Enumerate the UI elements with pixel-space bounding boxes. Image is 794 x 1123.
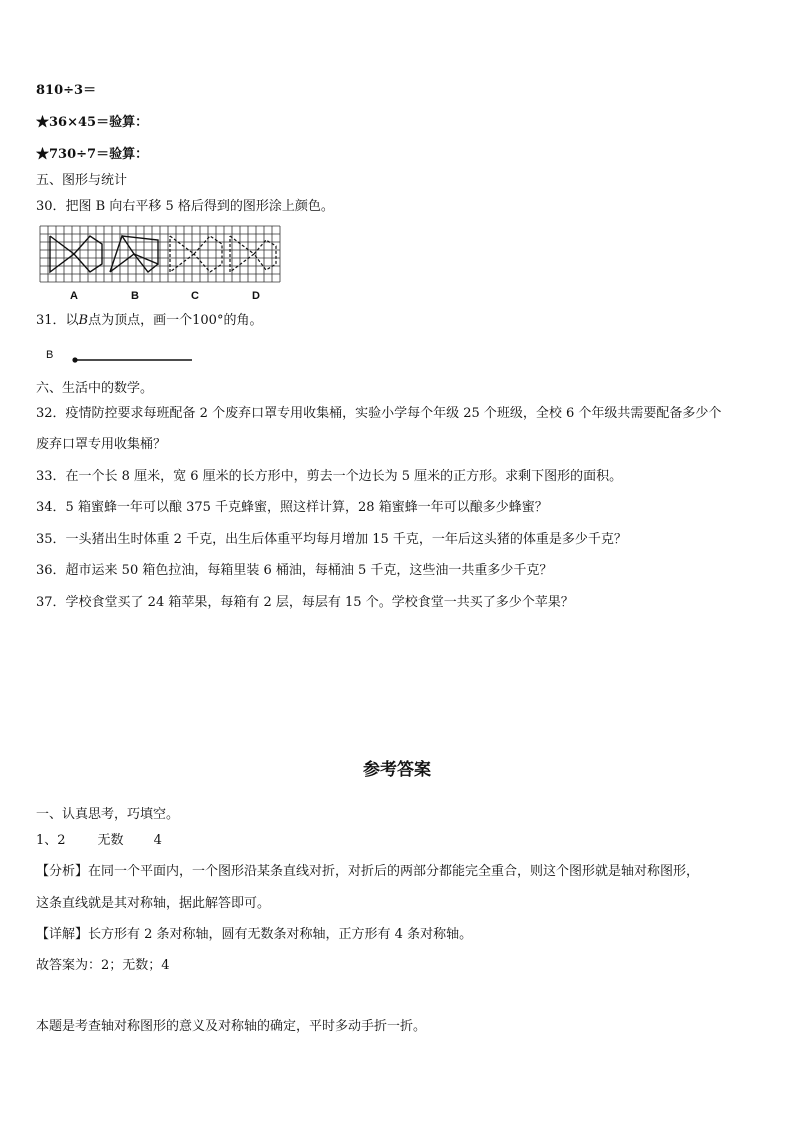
answer-analysis-line-2: 这条直线就是其对称轴，据此解答即可。 xyxy=(36,896,271,911)
answer-1-num: 1、2 xyxy=(36,833,66,848)
q31-mid: 点为顶点，画一个 xyxy=(88,313,193,328)
figure-label-d: D xyxy=(252,290,260,302)
q31-pre: 31．以 xyxy=(36,313,79,328)
shape-b xyxy=(110,236,158,272)
ray-from-b xyxy=(70,354,196,366)
question-37: 37．学校食堂买了 24 箱苹果，每箱有 2 层，每层有 15 个。学校食堂一共买了多少个苹果？ xyxy=(36,595,574,610)
question-31 xyxy=(36,312,262,330)
figure-label-a: A xyxy=(70,290,78,302)
question-33: 33．在一个长 8 厘米，宽 6 厘米的长方形中，剪去一个边长为 5 厘米的正方形。求剩下图形的面积。 xyxy=(36,469,623,484)
answer-1 xyxy=(36,832,162,850)
answer-analysis-line-1: 【分析】在同一个平面内，一个图形沿某条直线对折，对折后的两部分都能完全重合，则这个图形就是轴对称图形， xyxy=(36,864,700,879)
section-6-heading: 六、生活中的数学。 xyxy=(36,381,154,396)
answer-1-value-3: 4 xyxy=(153,833,162,848)
calc-line-1: 810÷3＝ xyxy=(36,83,97,98)
question-34: 34．5 箱蜜蜂一年可以酿 375 千克蜂蜜，照这样计算，28 箱蜜蜂一年可以酿多少蜂蜜？ xyxy=(36,500,548,515)
q31-post: 的角。 xyxy=(223,313,263,328)
shape-c xyxy=(170,236,222,272)
grid-lines xyxy=(40,226,280,282)
question-36: 36．超市运来 50 箱色拉油，每箱里装 6 桶油，每桶油 5 千克，这些油一共重多少千克？ xyxy=(36,563,553,578)
answer-detail: 【详解】长方形有 2 条对称轴，圆有无数条对称轴，正方形有 4 条对称轴。 xyxy=(36,927,473,942)
question-30: 30．把图 B 向右平移 5 格后得到的图形涂上颜色。 xyxy=(36,199,334,214)
answers-title: 参考答案 xyxy=(363,760,431,780)
figure-label-c: C xyxy=(191,290,199,302)
question-32-line-1: 32．疫情防控要求每班配备 2 个废弃口罩专用收集桶，实验小学每个年级 25 个班级，全校 6 个年级共需要配备多少个 xyxy=(36,406,722,421)
answer-final: 故答案为：2；无数；4 xyxy=(36,958,170,973)
calc-line-2: ★36×45＝验算： xyxy=(36,115,149,130)
translation-grid-figure xyxy=(38,224,282,286)
vertex-label-b: B xyxy=(46,349,54,361)
question-35: 35．一头猪出生时体重 2 千克，出生后体重平均每月增加 15 千克，一年后这头猪的体重是多少千克？ xyxy=(36,532,627,547)
answers-part-1-heading: 一、认真思考，巧填空。 xyxy=(36,807,180,822)
section-5-heading: 五、图形与统计 xyxy=(36,173,128,188)
figure-label-b: B xyxy=(131,290,139,302)
calc-line-3: ★730÷7＝验算： xyxy=(36,147,149,162)
q31-angle: 100° xyxy=(192,313,224,328)
question-32-line-2: 废弃口罩专用收集桶？ xyxy=(36,437,167,452)
shape-d xyxy=(230,236,276,272)
answer-1-value-2: 无数 xyxy=(97,833,124,848)
answer-note: 本题是考查轴对称图形的意义及对称轴的确定，平时多动手折一折。 xyxy=(36,1019,427,1034)
q31-point: B xyxy=(78,313,89,328)
shape-a xyxy=(50,236,102,272)
